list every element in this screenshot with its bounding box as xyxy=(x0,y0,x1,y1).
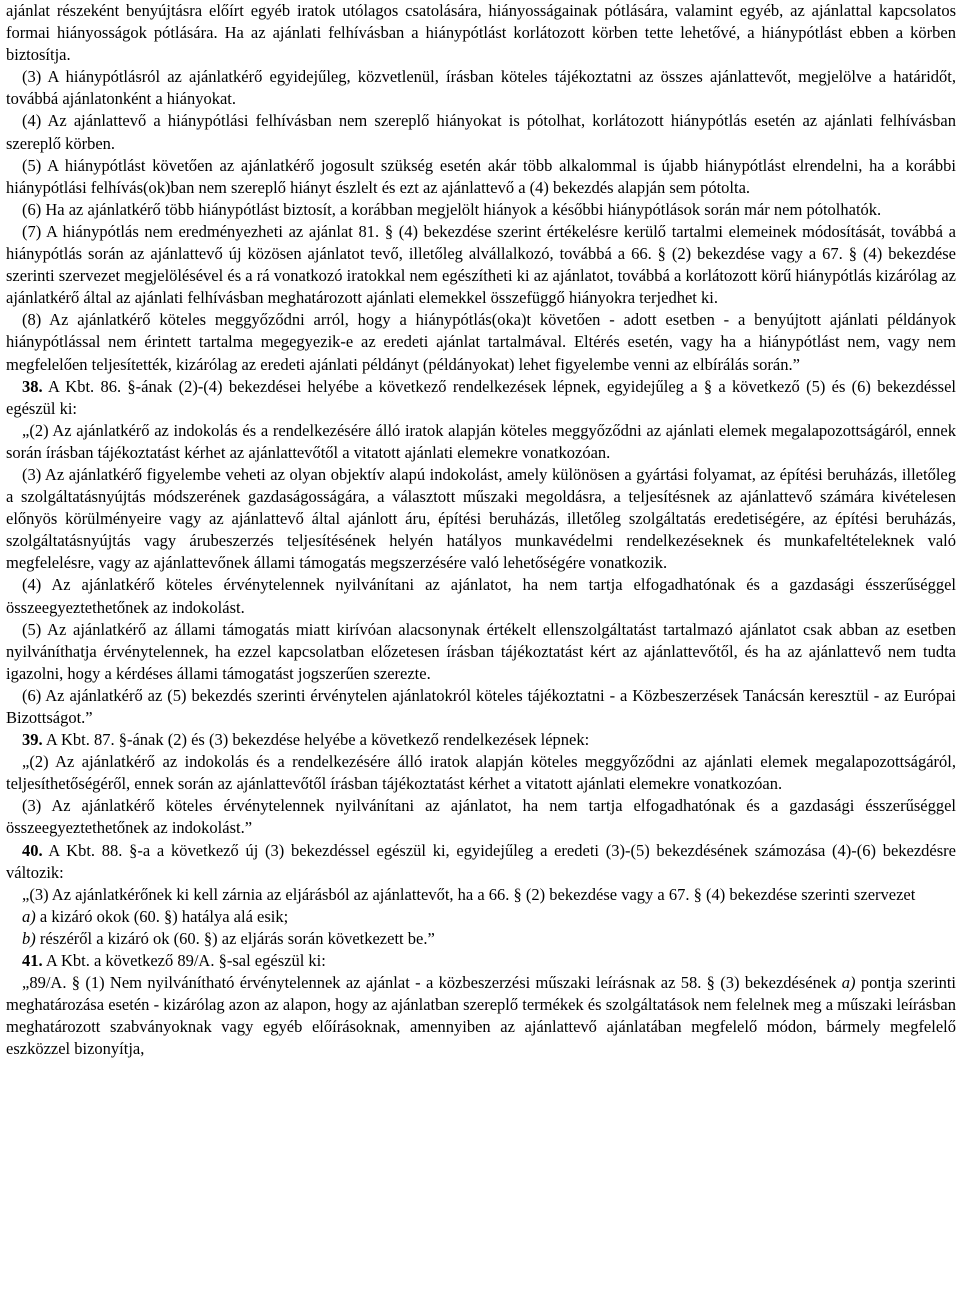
paragraph-text: (3) Az ajánlatkérő figyelembe veheti az olyan objektív alapú indokolást, amely különösen a gyártási folyamat, az építési beruházás, illetőleg a szolgáltatásnyújtás módszerének gazdaságosságára, a választott műszaki megoldásra, a teljesítésnek az ajánlattevő számára kivételesen előnyös körülményeire vagy az ajánlattevő által ajánlott áru, építési beruházás, illetőleg szolgáltatás eredetiségére, az építési beruházás, szolgáltatásnyújtás vagy árubeszerzés teljesítésének helyén hatályos munkavédelmi rendelkezéseknek és munkafeltételeknek való megfelelésre, vagy az ajánlattevőnek állami támogatás megszerzésére való lehetőségére vonatkozik. xyxy=(6,464,956,573)
point-label: a) xyxy=(841,973,856,993)
paragraph-text: (3) A hiánypótlásról az ajánlatkérő egyidejűleg, közvetlenül, írásban köteles tájékoztatni az összes ajánlattevőt, megjelölve a határidőt, továbbá ajánlatonként a hiányokat. xyxy=(6,67,956,109)
paragraph xyxy=(6,972,956,1060)
paragraph-text: A Kbt. 87. §-ának (2) és (3) bekezdése helyébe a következő rendelkezések lépnek: xyxy=(42,730,590,750)
paragraph-text: A Kbt. a következő 89/A. §-sal egészül ki: xyxy=(42,951,326,971)
paragraph xyxy=(6,0,956,66)
paragraph xyxy=(6,221,956,309)
paragraph-text: (4) Az ajánlattevő a hiánypótlási felhívásban nem szereplő hiányokat is pótolhat, korlátozott hiánypótlás esetén az ajánlati felhívásban szereplő körben. xyxy=(6,111,956,153)
section-number: 40. xyxy=(22,840,43,860)
paragraph-text: A Kbt. 88. §-a a következő új (3) bekezdéssel egészül ki, egyidejűleg a eredeti (3)-(5) bekezdésének számozása (4)-(6) bekezdésre változik: xyxy=(6,840,956,882)
point-label: a) xyxy=(22,906,36,926)
paragraph xyxy=(6,199,956,221)
paragraph-text: (5) Az ajánlatkérő az állami támogatás miatt kirívóan alacsonynak értékelt ellenszolgáltatást tartalmazó ajánlatot csak abban az esetben nyilváníthatja érvénytelennek, ha ezzel kapcsolatban előzetesen írásban tájékoztatást kért az ajánlattevőtől, és ha az ajánlattevő nem tudta igazolni, hogy a kérdéses állami támogatást jogszerűen szerezte. xyxy=(6,619,956,683)
paragraph-text: ajánlat részeként benyújtásra előírt egyéb iratok utólagos csatolására, hiányosságainak pótlására, valamint egyéb, az ajánlattal kapcsolatos formai hiányosságok pótlására. Ha az ajánlati felhívásban a hiánypótlást korlátozott körben tette lehetővé, a hiánypótlást ebben a körben biztosítja. xyxy=(6,1,956,65)
paragraph xyxy=(6,464,956,574)
paragraph-text: pontja szerinti meghatározása esetén - kizárólag azon az alapon, hogy az ajánlatban szereplő termékek és szolgáltatások nem felelnek meg a műszaki leírásban meghatározott szabványoknak vagy egyéb előírásoknak, amennyiben az ajánlattevő ajánlatában megfelelő módon, bármely megfelelő eszközzel bizonyítja, xyxy=(6,973,956,1059)
paragraph xyxy=(6,619,956,685)
paragraph-text: A Kbt. 86. §-ának (2)-(4) bekezdései helyébe a következő rendelkezések lépnek, egyidejűleg a § a következő (5) és (6) bekezdéssel egészül ki: xyxy=(6,376,956,418)
paragraph-text: a kizáró okok (60. §) hatálya alá esik; xyxy=(35,906,289,926)
paragraph-text: „89/A. § (1) Nem nyilvánítható érvénytelennek az ajánlat - a közbeszerzési műszaki leírásnak az 58. § (3) bekezdésének xyxy=(22,973,842,993)
paragraph-text: részéről a kizáró ok (60. §) az eljárás során következett be.” xyxy=(35,928,435,948)
paragraph-text: „(2) Az ajánlatkérő az indokolás és a rendelkezésére álló iratok alapján köteles meggyőződni az ajánlati elemek megalapozottságáról, teljesíthetőségéről, ennek során az ajánlattevőtől írásban tájékoztatást kérhet a vitatott ajánlati elemekre vonatkozóan. xyxy=(6,752,956,794)
paragraph-text: (8) Az ajánlatkérő köteles meggyőződni arról, hogy a hiánypótlás(oka)t követően - adott esetben - a benyújtott ajánlati példányok hiánypótlással nem érintett tartalma megegyezik-e az eredeti ajánlat tartalmával. Eltérés esetén, vagy ha a hiánypótlást nem, vagy nem megfelelően teljesítették, kizárólag az eredeti ajánlati példányt (példányokat) lehet figyelembe venni az elbírálás során.” xyxy=(6,310,956,374)
point-label: b) xyxy=(22,928,36,948)
paragraph-text: (6) Ha az ajánlatkérő több hiánypótlást biztosít, a korábban megjelölt hiányok a későbbi hiánypótlások során már nem pótolhatók. xyxy=(22,199,882,219)
document-page xyxy=(6,0,956,1061)
paragraph xyxy=(6,928,956,950)
paragraph xyxy=(6,884,956,906)
paragraph xyxy=(6,685,956,729)
paragraph xyxy=(6,309,956,375)
paragraph-text: (3) Az ajánlatkérő köteles érvénytelennek nyilvánítani az ajánlatot, ha nem tartja elfogadhatónak és a gazdasági ésszerűséggel összeegyeztethetőnek az indokolást.” xyxy=(6,796,956,838)
paragraph xyxy=(6,155,956,199)
section-number: 39. xyxy=(22,730,43,750)
paragraph xyxy=(6,420,956,464)
paragraph-text: „(3) Az ajánlatkérőnek ki kell zárnia az eljárásból az ajánlattevőt, ha a 66. § (2) bekezdése vagy a 67. § (4) bekezdése szerinti szervezet xyxy=(22,884,916,904)
paragraph xyxy=(6,795,956,839)
section-number: 38. xyxy=(22,376,43,396)
paragraph xyxy=(6,376,956,420)
paragraph-text: (4) Az ajánlatkérő köteles érvénytelennek nyilvánítani az ajánlatot, ha nem tartja elfogadhatónak és a gazdasági ésszerűséggel összeegyeztethetőnek az indokolást. xyxy=(6,575,956,617)
paragraph xyxy=(6,574,956,618)
paragraph-text: „(2) Az ajánlatkérő az indokolás és a rendelkezésére álló iratok alapján köteles meggyőződni az ajánlati elemek megalapozottságáról, ennek során írásban tájékoztatást kérhet az ajánlattevőtől a vitatott ajánlati elemekre vonatkozóan. xyxy=(6,420,956,462)
section-number: 41. xyxy=(22,951,43,971)
paragraph xyxy=(6,751,956,795)
paragraph xyxy=(6,110,956,154)
paragraph-text: (7) A hiánypótlás nem eredményezheti az ajánlat 81. § (4) bekezdése szerint értékelésre kerülő tartalmi elemeinek módosítását, továbbá a hiánypótlás során az ajánlattevő új közösen ajánlatot tevő, illetőleg alvállalkozó, továbbá a 66. § (2) bekezdése vagy a 67. § (4) bekezdése szerinti szervezet megjelölésével és a rá vonatkozó iratokkal nem egészítheti ki az ajánlatot, továbbá a korlátozott körű hiánypótlás kizárólag az ajánlatkérő által az ajánlati felhívásban meghatározott ajánlati elemekkel összefüggő hiányokra terjedhet ki. xyxy=(6,221,956,308)
paragraph-text: (6) Az ajánlatkérő az (5) bekezdés szerinti érvénytelen ajánlatokról köteles tájékoztatni - a Közbeszerzések Tanácsán keresztül - az Európai Bizottságot.” xyxy=(6,685,956,727)
paragraph-text: (5) A hiánypótlást követően az ajánlatkérő jogosult szükség esetén akár több alkalommal is újabb hiánypótlást elrendelni, ha a korábbi hiánypótlási felhívás(ok)ban nem szereplő hiányt észlelt és ezt az ajánlattevő a (4) bekezdés alapján sem pótolta. xyxy=(6,155,956,197)
paragraph xyxy=(6,729,956,751)
paragraph xyxy=(6,950,956,972)
paragraph xyxy=(6,66,956,110)
paragraph xyxy=(6,906,956,928)
paragraph xyxy=(6,840,956,884)
